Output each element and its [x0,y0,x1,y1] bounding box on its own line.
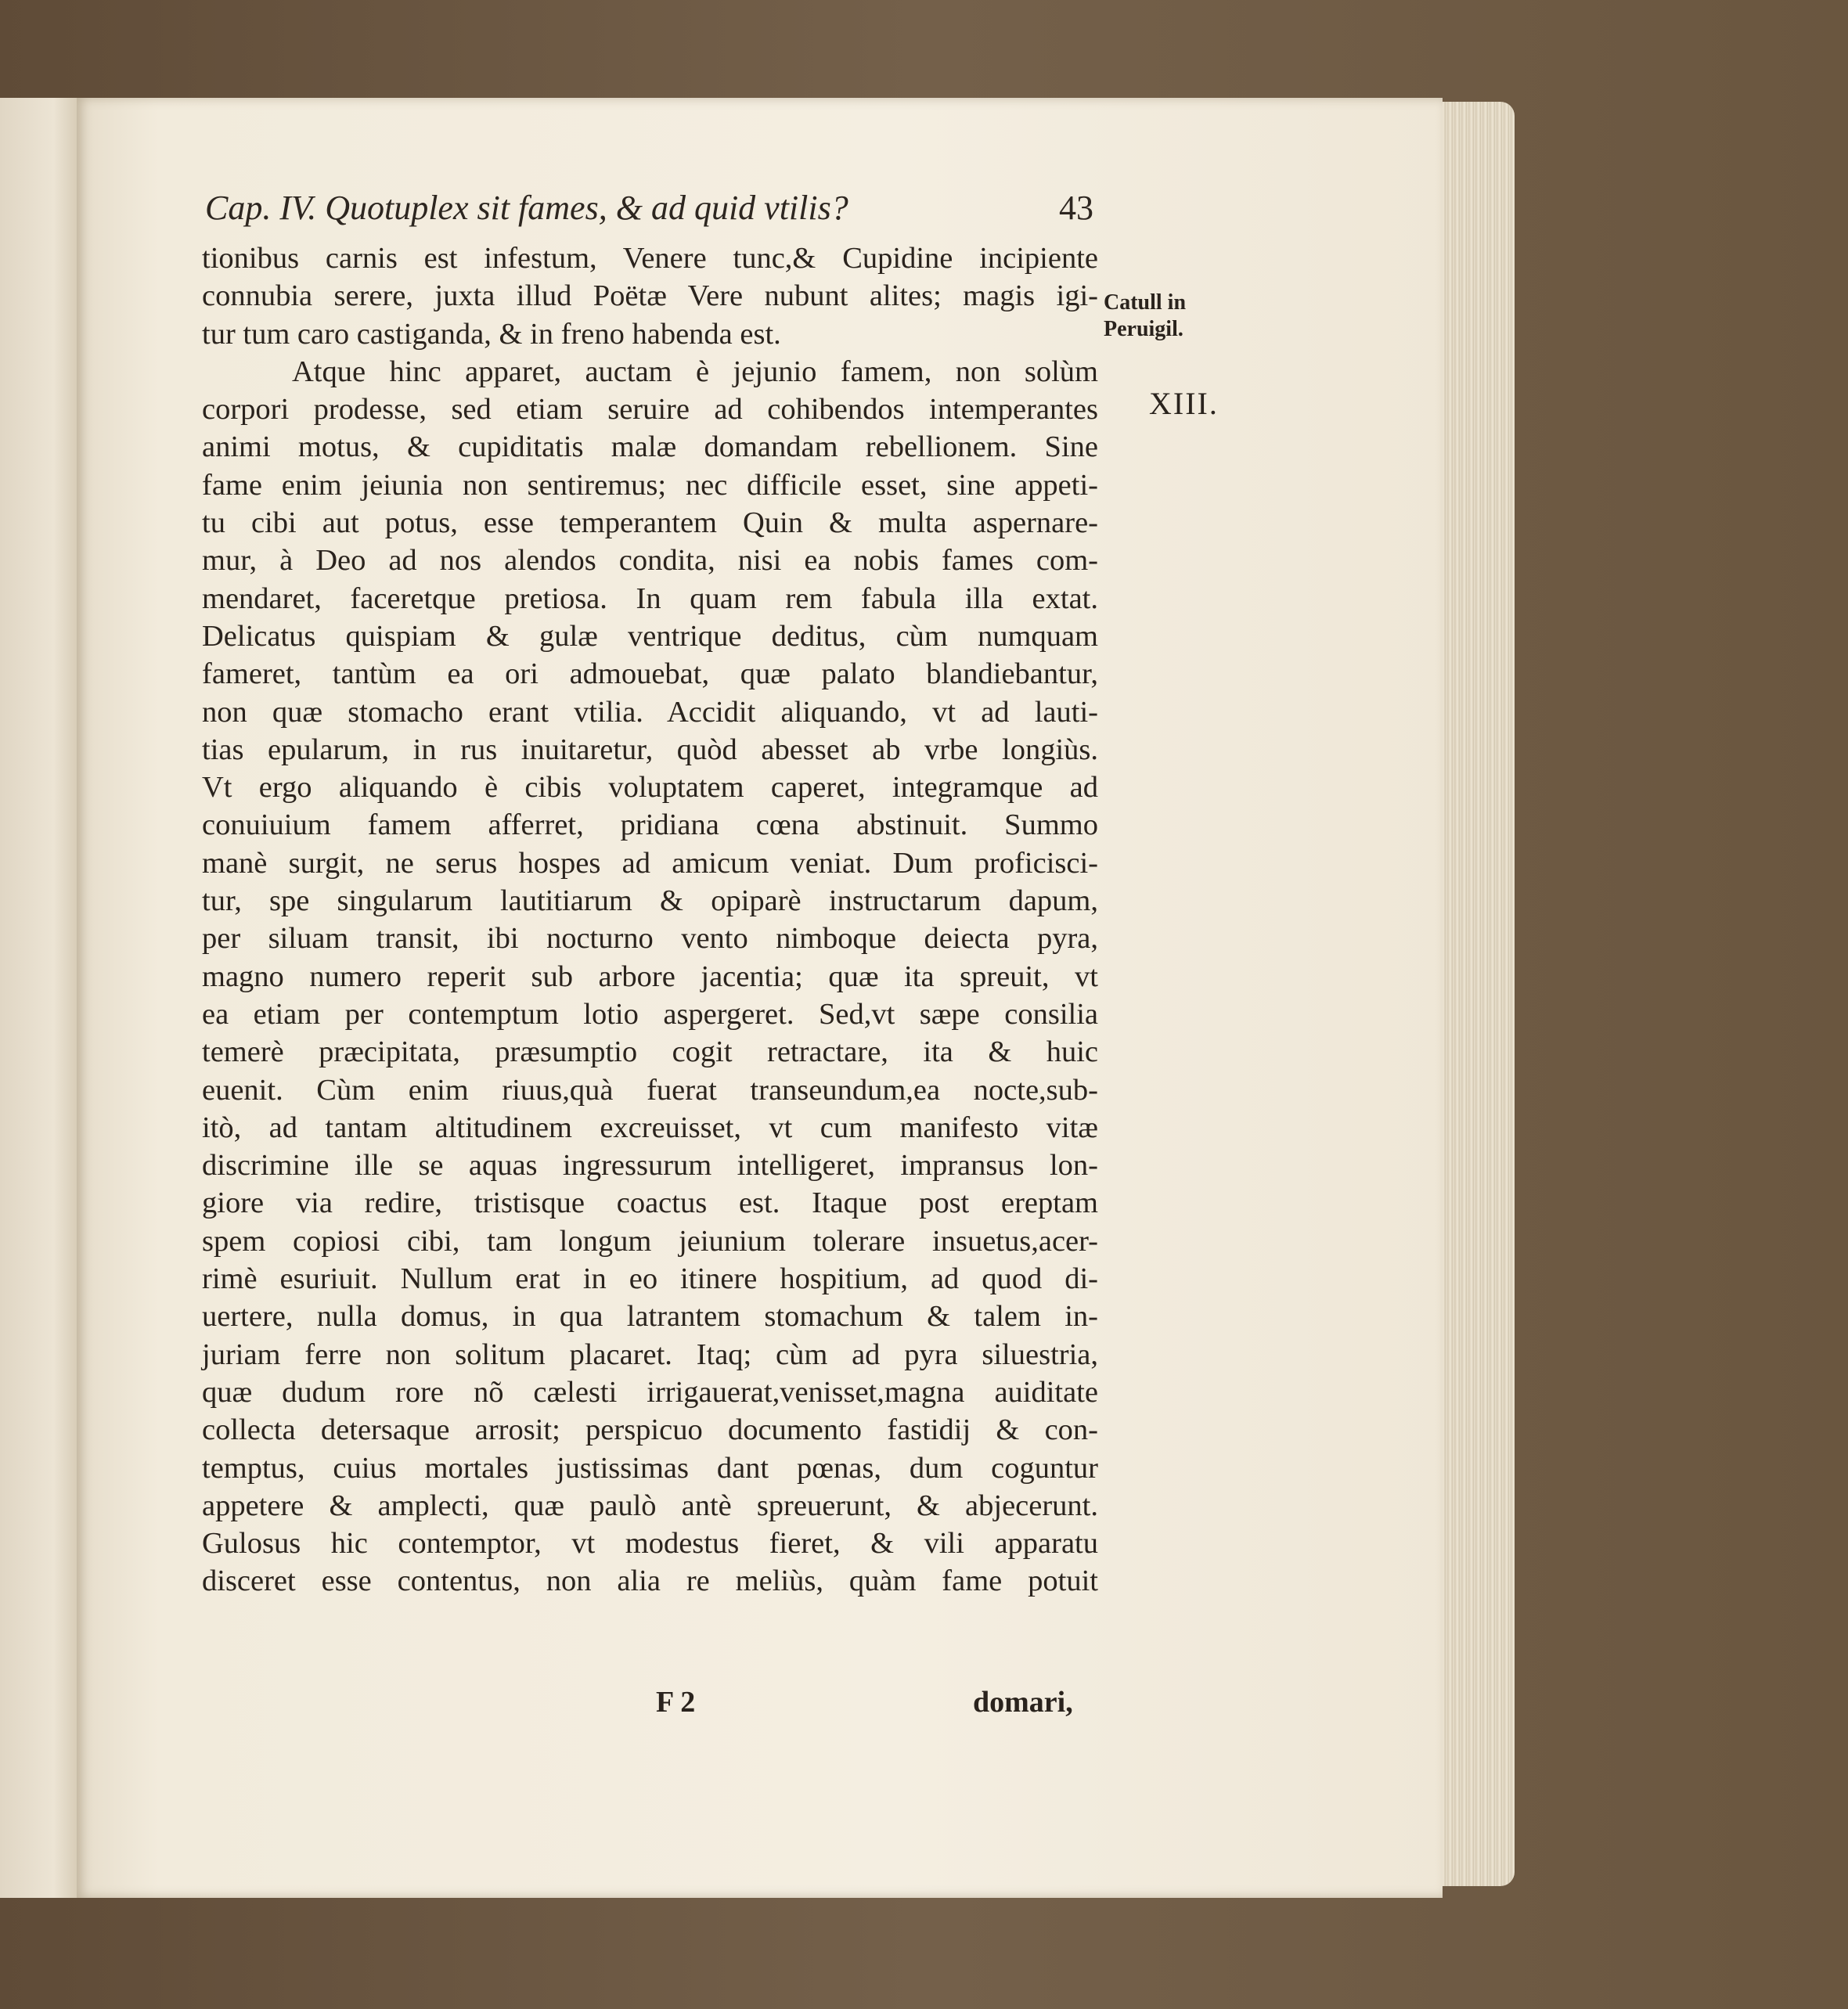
text-line: tur tum caro castiganda, & in freno habenda est. [202,317,781,351]
margin-note-line: Peruigil. [1104,317,1183,341]
text-line: Delicatus quispiam & gulæ ventrique deditus, cùm numquam [202,619,1098,653]
body-text [202,239,1098,1600]
text-line: non quæ stomacho erant vtilia. Accidit aliquando, vt ad lauti- [202,695,1098,729]
text-line: temptus, cuius mortales justissimas dant pœnas, dum coguntur [202,1451,1098,1485]
text-line: disceret esse contentus, non alia re meliùs, quàm fame potuit [202,1564,1098,1598]
text-line: collecta detersaque arrosit; perspicuo documento fastidij & con- [202,1413,1098,1447]
text-line: conuiuium famem afferret, pridiana cœna abstinuit. Summo [202,808,1098,842]
text-line: tu cibi aut potus, esse temperantem Quin & multa aspernare- [202,506,1098,540]
text-line: Vt ergo aliquando è cibis voluptatem caperet, integramque ad [202,771,1098,805]
running-title: Cap. IV. Quotuplex sit fames, & ad quid vtilis? [205,189,848,227]
signature-mark: F 2 [656,1686,696,1719]
text-line: per siluam transit, ibi nocturno vento nimboque deiecta pyra, [202,922,1098,956]
text-line: manè surgit, ne serus hospes ad amicum veniat. Dum proficisci- [202,846,1098,880]
text-line: Gulosus hic contemptor, vt modestus fieret, & vili apparatu [202,1527,1098,1561]
text-line: uertere, nulla domus, in qua latrantem stomachum & talem in- [202,1300,1098,1334]
text-line: itò, ad tantam altitudinem excreuisset, vt cum manifesto vitæ [202,1111,1098,1144]
page-header [205,188,1093,235]
text-line: juriam ferre non solitum placaret. Itaq; cùm ad pyra siluestria, [202,1338,1098,1371]
text-line: animi motus, & cupiditatis malæ domandam rebellionem. Sine [202,430,1098,464]
text-line: euenit. Cùm enim riuus,quà fuerat transeundum,ea nocte,sub- [202,1073,1098,1107]
left-page-edge [0,98,78,1898]
text-line: tias epularum, in rus inuitaretur, quòd abesset ab vrbe longiùs. [202,733,1098,766]
margin-note-line: Catull in [1104,290,1187,315]
text-line: giore via redire, tristisque coactus est. Itaque post ereptam [202,1186,1098,1220]
text-line: temerè præcipitata, præsumptio cogit retractare, ita & huic [202,1035,1098,1069]
text-line: appetere & amplecti, quæ paulò antè spreuerunt, & abjecerunt. [202,1489,1098,1522]
text-line: mendaret, faceretque pretiosa. In quam rem fabula illa extat. [202,581,1098,615]
text-line: magno numero reperit sub arbore jacentia; quæ ita spreuit, vt [202,959,1098,993]
text-line: mur, à Deo ad nos alendos condita, nisi ea nobis fames com- [202,544,1098,578]
text-line: connubia serere, juxta illud Poëtæ Vere nubunt alites; magis igi- [202,279,1098,313]
text-line: fameret, tantùm ea ori admouebat, quæ palato blandiebantur, [202,657,1098,691]
text-line: rimè esuriuit. Nullum erat in eo itinere hospitium, ad quod di- [202,1262,1098,1296]
text-line: corpori prodesse, sed etiam seruire ad cohibendos intemperantes [202,393,1098,427]
margin-note-section-number: XIII. [1149,386,1219,421]
text-line: ea etiam per contemptum lotio aspergeret. Sed,vt sæpe consilia [202,997,1098,1031]
text-line: spem copiosi cibi, tam longum jeiunium tolerare insuetus,acer- [202,1224,1098,1258]
text-line: quæ dudum rore nõ cælesti irrigauerat,venisset,magna auiditate [202,1375,1098,1409]
margin-note-citation [1104,290,1186,343]
text-line: tur, spe singularum lautitiarum & opiparè instructarum dapum, [202,884,1098,918]
text-line: fame enim jeiunia non sentiremus; nec difficile esset, sine appeti- [202,468,1098,502]
page-number: 43 [1059,189,1093,227]
text-line: discrimine ille se aquas ingressurum intelligeret, impransus lon- [202,1149,1098,1183]
text-line: Atque hinc apparet, auctam è jejunio famem, non solùm [292,355,1098,388]
text-line: tionibus carnis est infestum, Venere tunc,& Cupidine incipiente [202,242,1098,275]
catchword: domari, [973,1686,1073,1719]
